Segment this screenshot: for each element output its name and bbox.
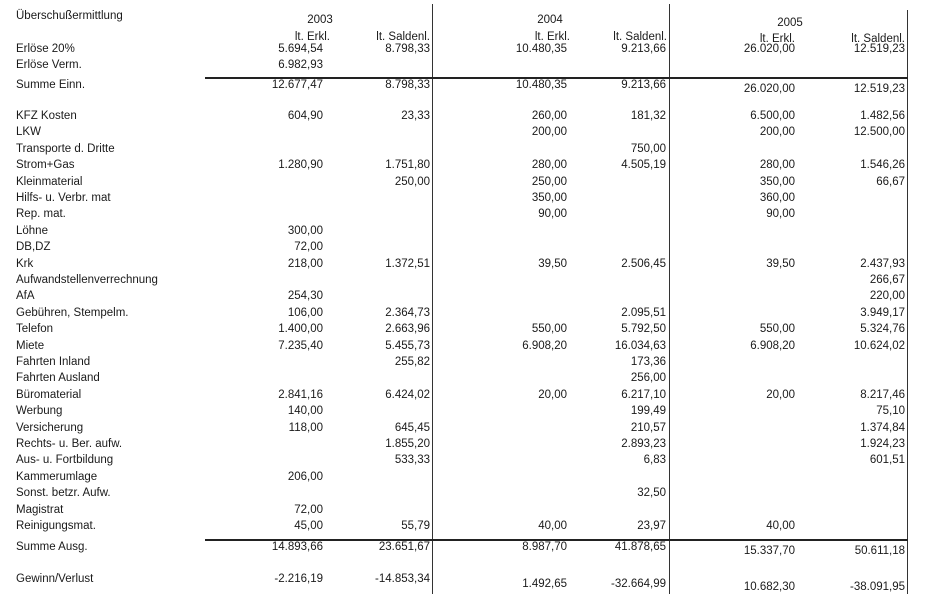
row-label-gewinn-verlust: Gewinn/Verlust bbox=[16, 573, 94, 585]
cell-erlöse-20-1: 8.798,33 bbox=[385, 43, 430, 55]
col-header-2005-salden: lt. Saldenl. bbox=[851, 33, 905, 45]
cell-summe-ausg-0: 14.893,66 bbox=[271, 541, 323, 553]
row-label-db-dz: DB,DZ bbox=[16, 241, 51, 253]
cell-kleinmaterial-2: 250,00 bbox=[531, 176, 567, 188]
cell-reinigungsmat-4: 40,00 bbox=[766, 520, 795, 532]
column-separator bbox=[432, 4, 433, 594]
row-label-afa: AfA bbox=[16, 290, 35, 302]
cell-rechts-u-ber-aufw-3: 2.893,23 bbox=[621, 438, 666, 450]
cell-strom-gas-4: 280,00 bbox=[759, 159, 795, 171]
cell-versicherung-0: 118,00 bbox=[288, 422, 323, 434]
cell-lkw-2: 200,00 bbox=[531, 126, 567, 138]
cell-gebühren-stempelm-3: 2.095,51 bbox=[621, 307, 666, 319]
cell-summe-ausg-5: 50.611,18 bbox=[854, 545, 905, 557]
row-label-reinigungsmat: Reinigungsmat. bbox=[16, 520, 96, 532]
col-header-2004-erkl: lt. Erkl. bbox=[534, 31, 570, 43]
col-header-2005-erkl: lt. Erkl. bbox=[759, 33, 795, 45]
year-header-2003: 2003 bbox=[307, 14, 333, 26]
cell-kleinmaterial-4: 350,00 bbox=[759, 176, 795, 188]
cell-aus-u-fortbildung-5: 601,51 bbox=[869, 454, 905, 466]
cell-kammerumlage-0: 206,00 bbox=[287, 471, 323, 483]
cell-erlöse-20-4: 26.020,00 bbox=[743, 43, 795, 55]
cell-gebühren-stempelm-1: 2.364,73 bbox=[385, 307, 430, 319]
cell-kfz-kosten-3: 181,32 bbox=[630, 110, 666, 122]
row-label-summe-ausg: Summe Ausg. bbox=[16, 541, 88, 553]
cell-büromaterial-4: 20,00 bbox=[766, 389, 795, 401]
row-label-fahrten-inland: Fahrten Inland bbox=[16, 356, 91, 368]
cell-rep-mat-4: 90,00 bbox=[766, 208, 795, 220]
cell-kleinmaterial-1: 250,00 bbox=[394, 176, 430, 188]
cell-strom-gas-3: 4.505,19 bbox=[621, 159, 666, 171]
cell-strom-gas-0: 1.280,90 bbox=[278, 159, 323, 171]
col-header-2004-salden: lt. Saldenl. bbox=[613, 31, 667, 43]
cell-strom-gas-1: 1.751,80 bbox=[385, 159, 430, 171]
row-label-werbung: Werbung bbox=[16, 405, 63, 417]
cell-hilfs-u-verbr-mat-4: 360,00 bbox=[759, 192, 795, 204]
row-label-erlöse-verm: Erlöse Verm. bbox=[16, 59, 82, 71]
cell-summe-einn-5: 12.519,23 bbox=[853, 83, 905, 95]
cell-krk-3: 2.506,45 bbox=[621, 258, 666, 270]
cell-kfz-kosten-1: 23,33 bbox=[401, 110, 430, 122]
cell-transporte-d-dritte-3: 750,00 bbox=[630, 143, 666, 155]
cell-kfz-kosten-4: 6.500,00 bbox=[750, 110, 795, 122]
cell-erlöse-20-3: 9.213,66 bbox=[621, 43, 666, 55]
year-header-2004: 2004 bbox=[537, 14, 563, 26]
cell-summe-ausg-2: 8.987,70 bbox=[522, 541, 567, 553]
cell-lkw-5: 12.500,00 bbox=[853, 126, 905, 138]
cell-erlöse-verm-0: 6.982,93 bbox=[278, 59, 323, 71]
row-label-kfz-kosten: KFZ Kosten bbox=[16, 110, 77, 122]
cell-werbung-0: 140,00 bbox=[287, 405, 323, 417]
cell-summe-ausg-3: 41.878,65 bbox=[614, 541, 666, 553]
cell-rechts-u-ber-aufw-1: 1.855,20 bbox=[385, 438, 430, 450]
cell-miete-3: 16.034,63 bbox=[614, 340, 666, 352]
cell-gewinn-verlust-4: 10.682,30 bbox=[743, 581, 795, 593]
cell-hilfs-u-verbr-mat-2: 350,00 bbox=[531, 192, 567, 204]
cell-summe-einn-0: 12.677,47 bbox=[271, 79, 323, 91]
row-label-hilfs-u-verbr-mat: Hilfs- u. Verbr. mat bbox=[16, 192, 111, 204]
cell-gebühren-stempelm-0: 106,00 bbox=[287, 307, 323, 319]
cell-miete-1: 5.455,73 bbox=[385, 340, 430, 352]
cell-versicherung-5: 1.374,84 bbox=[860, 422, 905, 434]
cell-lkw-4: 200,00 bbox=[759, 126, 795, 138]
cell-telefon-2: 550,00 bbox=[531, 323, 567, 335]
expense-sum-rule bbox=[205, 539, 908, 541]
cell-rechts-u-ber-aufw-5: 1.924,23 bbox=[860, 438, 905, 450]
row-label-versicherung: Versicherung bbox=[16, 422, 84, 434]
cell-krk-2: 39,50 bbox=[538, 258, 567, 270]
cell-reinigungsmat-1: 55,79 bbox=[401, 520, 430, 532]
column-separator bbox=[907, 10, 908, 594]
cell-summe-einn-2: 10.480,35 bbox=[515, 79, 567, 91]
cell-summe-ausg-4: 15.337,70 bbox=[743, 545, 795, 557]
cell-gewinn-verlust-5: -38.091,95 bbox=[850, 581, 905, 593]
cell-gewinn-verlust-3: -32.664,99 bbox=[611, 578, 666, 590]
row-label-strom-gas: Strom+Gas bbox=[16, 159, 75, 171]
cell-telefon-3: 5.792,50 bbox=[621, 323, 666, 335]
row-label-fahrten-ausland: Fahrten Ausland bbox=[16, 372, 100, 384]
cell-miete-2: 6.908,20 bbox=[522, 340, 567, 352]
cell-löhne-0: 300,00 bbox=[287, 225, 323, 237]
cell-gebühren-stempelm-5: 3.949,17 bbox=[860, 307, 905, 319]
cell-werbung-3: 199,49 bbox=[630, 405, 666, 417]
cell-rep-mat-2: 90,00 bbox=[538, 208, 567, 220]
row-label-summe-einn: Summe Einn. bbox=[16, 79, 86, 91]
cell-büromaterial-0: 2.841,16 bbox=[278, 389, 323, 401]
row-label-transporte-d-dritte: Transporte d. Dritte bbox=[16, 143, 115, 155]
cell-magistrat-0: 72,00 bbox=[294, 504, 323, 516]
cell-telefon-5: 5.324,76 bbox=[860, 323, 905, 335]
income-sum-rule bbox=[205, 77, 908, 79]
cell-reinigungsmat-0: 45,00 bbox=[294, 520, 323, 532]
cell-reinigungsmat-3: 23,97 bbox=[637, 520, 666, 532]
col-header-2003-salden: lt. Saldenl. bbox=[376, 31, 430, 43]
row-label-aufwandstellenverrechnung: Aufwandstellenverrechnung bbox=[16, 274, 158, 286]
cell-erlöse-20-5: 12.519,23 bbox=[853, 43, 905, 55]
row-label-kammerumlage: Kammerumlage bbox=[16, 471, 98, 483]
cell-telefon-4: 550,00 bbox=[759, 323, 795, 335]
cell-telefon-1: 2.663,96 bbox=[385, 323, 430, 335]
cell-summe-einn-3: 9.213,66 bbox=[621, 79, 666, 91]
cell-aus-u-fortbildung-3: 6,83 bbox=[643, 454, 666, 466]
cell-reinigungsmat-2: 40,00 bbox=[538, 520, 567, 532]
cell-db-dz-0: 72,00 bbox=[294, 241, 323, 253]
cell-gewinn-verlust-0: -2.216,19 bbox=[274, 573, 323, 585]
cell-fahrten-inland-3: 173,36 bbox=[630, 356, 666, 368]
cell-versicherung-3: 210,57 bbox=[630, 422, 666, 434]
cell-krk-5: 2.437,93 bbox=[860, 258, 905, 270]
sheet-title: Überschußermittlung bbox=[16, 10, 123, 22]
cell-kleinmaterial-5: 66,67 bbox=[876, 176, 905, 188]
row-label-magistrat: Magistrat bbox=[16, 504, 64, 516]
cell-afa-5: 220,00 bbox=[869, 290, 905, 302]
cell-kfz-kosten-2: 260,00 bbox=[531, 110, 567, 122]
row-label-gebühren-stempelm: Gebühren, Stempelm. bbox=[16, 307, 129, 319]
cell-büromaterial-1: 6.424,02 bbox=[385, 389, 430, 401]
cell-krk-4: 39,50 bbox=[766, 258, 795, 270]
cell-strom-gas-2: 280,00 bbox=[531, 159, 567, 171]
cell-gewinn-verlust-1: -14.853,34 bbox=[375, 573, 430, 585]
row-label-sonst-betzr-aufw: Sonst. betzr. Aufw. bbox=[16, 487, 111, 499]
row-label-miete: Miete bbox=[16, 340, 45, 352]
cell-afa-0: 254,30 bbox=[287, 290, 323, 302]
row-label-kleinmaterial: Kleinmaterial bbox=[16, 176, 83, 188]
row-label-telefon: Telefon bbox=[16, 323, 54, 335]
cell-miete-5: 10.624,02 bbox=[853, 340, 905, 352]
cell-kfz-kosten-5: 1.482,56 bbox=[860, 110, 905, 122]
cell-summe-ausg-1: 23.651,67 bbox=[378, 541, 430, 553]
row-label-lkw: LKW bbox=[16, 126, 41, 138]
cell-miete-4: 6.908,20 bbox=[750, 340, 795, 352]
row-label-löhne: Löhne bbox=[16, 225, 48, 237]
cell-büromaterial-3: 6.217,10 bbox=[621, 389, 666, 401]
cell-kfz-kosten-0: 604,90 bbox=[287, 110, 323, 122]
column-separator bbox=[669, 4, 670, 594]
cell-büromaterial-2: 20,00 bbox=[538, 389, 567, 401]
row-label-rechts-u-ber-aufw: Rechts- u. Ber. aufw. bbox=[16, 438, 123, 450]
cell-krk-0: 218,00 bbox=[287, 258, 323, 270]
row-label-aus-u-fortbildung: Aus- u. Fortbildung bbox=[16, 454, 114, 466]
cell-sonst-betzr-aufw-3: 32,50 bbox=[637, 487, 666, 499]
row-label-rep-mat: Rep. mat. bbox=[16, 208, 66, 220]
cell-fahrten-inland-1: 255,82 bbox=[394, 356, 430, 368]
cell-fahrten-ausland-3: 256,00 bbox=[630, 372, 666, 384]
row-label-erlöse-20: Erlöse 20% bbox=[16, 43, 75, 55]
row-label-büromaterial: Büromaterial bbox=[16, 389, 82, 401]
cell-erlöse-20-0: 5.694,54 bbox=[278, 43, 323, 55]
cell-werbung-5: 75,10 bbox=[876, 405, 905, 417]
cell-miete-0: 7.235,40 bbox=[278, 340, 323, 352]
cell-strom-gas-5: 1.546,26 bbox=[860, 159, 905, 171]
cell-summe-einn-4: 26.020,00 bbox=[743, 83, 795, 95]
cell-aus-u-fortbildung-1: 533,33 bbox=[394, 454, 430, 466]
cell-telefon-0: 1.400,00 bbox=[278, 323, 323, 335]
cell-gewinn-verlust-2: 1.492,65 bbox=[522, 578, 567, 590]
cell-büromaterial-5: 8.217,46 bbox=[860, 389, 905, 401]
cell-versicherung-1: 645,45 bbox=[394, 422, 430, 434]
cell-erlöse-20-2: 10.480,35 bbox=[515, 43, 567, 55]
cell-aufwandstellenverrechnung-5: 266,67 bbox=[869, 274, 905, 286]
cell-krk-1: 1.372,51 bbox=[385, 258, 430, 270]
col-header-2003-erkl: lt. Erkl. bbox=[294, 31, 330, 43]
cell-summe-einn-1: 8.798,33 bbox=[385, 79, 430, 91]
row-label-krk: Krk bbox=[16, 258, 34, 270]
year-header-2005: 2005 bbox=[777, 17, 803, 29]
